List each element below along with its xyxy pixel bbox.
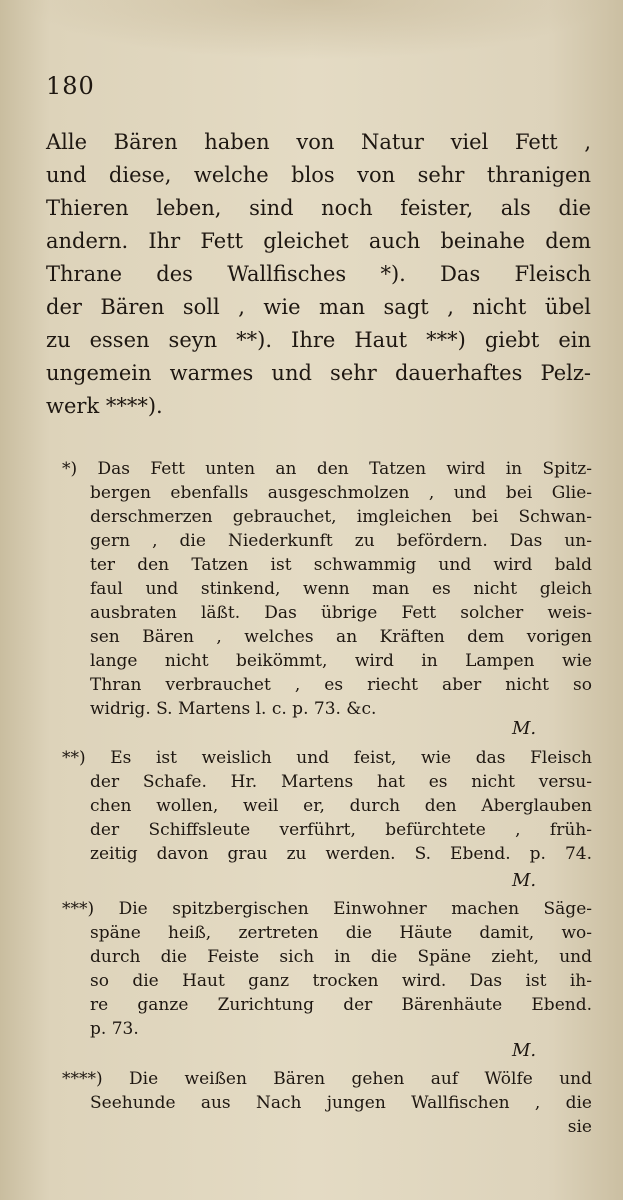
footnote-signature: M. <box>512 718 537 739</box>
text-line: zu essen seyn **). Ihre Haut ***) giebt ein <box>46 328 591 352</box>
footnote-line: späne heiß, zertreten die Häute damit, wo- <box>90 923 592 943</box>
footnote-2 <box>62 746 592 866</box>
footnote-line: widrig. S. Martens l. c. p. 73. &c. <box>90 699 377 719</box>
footnote-line: der Schafe. Hr. Martens hat es nicht versu- <box>90 772 592 792</box>
footnote-line: *) Das Fett unten an den Tatzen wird in Spitz- <box>62 459 592 479</box>
footnote-line: p. 73. <box>90 1019 139 1039</box>
footnote-line: ausbraten läßt. Das übrige Fett solcher weis- <box>90 603 592 623</box>
footnote-line: der Schiffsleute verführt, befürchtete , früh- <box>90 820 592 840</box>
footnote-line: sen Bären , welches an Kräften dem vorigen <box>90 627 592 647</box>
footnote-line: Thran verbrauchet , es riecht aber nicht so <box>90 675 592 695</box>
footnote-line: chen wollen, weil er, durch den Aberglauben <box>90 796 592 816</box>
footnote-signature: M. <box>512 1040 537 1061</box>
text-line: Thrane des Wallfisches *). Das Fleisch <box>46 262 591 286</box>
footnote-signature: M. <box>512 870 537 891</box>
footnote-1 <box>62 457 592 721</box>
footnote-line: ****) Die weißen Bären gehen auf Wölfe und <box>62 1069 592 1089</box>
main-paragraph <box>46 126 591 423</box>
footnote-line: Seehunde aus Nach jungen Wallfischen , die <box>90 1093 592 1113</box>
text-line: Alle Bären haben von Natur viel Fett , <box>46 130 591 154</box>
footnote-line: derschmerzen gebrauchet, imgleichen bei Schwan- <box>90 507 592 527</box>
footnote-line: faul und stinkend, wenn man es nicht gleich <box>90 579 592 599</box>
text-line: andern. Ihr Fett gleichet auch beinahe dem <box>46 229 591 253</box>
text-line: und diese, welche blos von sehr thranigen <box>46 163 591 187</box>
footnote-line: zeitig davon grau zu werden. S. Ebend. p. 74. <box>90 844 592 864</box>
footnote-line: re ganze Zurichtung der Bärenhäute Ebend. <box>90 995 592 1015</box>
footnote-line: ***) Die spitzbergischen Einwohner machen Säge- <box>62 899 592 919</box>
footnote-line: so die Haut ganz trocken wird. Das ist ih- <box>90 971 592 991</box>
footnote-line: **) Es ist weislich und feist, wie das Fleisch <box>62 748 592 768</box>
footnote-line: ter den Tatzen ist schwammig und wird bald <box>90 555 592 575</box>
footnote-line: gern , die Niederkunft zu befördern. Das un- <box>90 531 592 551</box>
footnote-3 <box>62 897 592 1041</box>
page-number: 180 <box>46 72 95 100</box>
text-line: werk ****). <box>46 394 163 418</box>
footnote-line: lange nicht beikömmt, wird in Lampen wie <box>90 651 592 671</box>
paper-stain <box>20 0 610 60</box>
footnote-4 <box>62 1067 592 1139</box>
text-line: ungemein warmes und sehr dauerhaftes Pelz- <box>46 361 591 385</box>
catchword: sie <box>567 1117 592 1137</box>
footnote-line: durch die Feiste sich in die Späne zieht, und <box>90 947 592 967</box>
footnote-line: bergen ebenfalls ausgeschmolzen , und bei Glie- <box>90 483 592 503</box>
text-line: der Bären soll , wie man sagt , nicht übel <box>46 295 591 319</box>
text-line: Thieren leben, sind noch feister, als die <box>46 196 591 220</box>
